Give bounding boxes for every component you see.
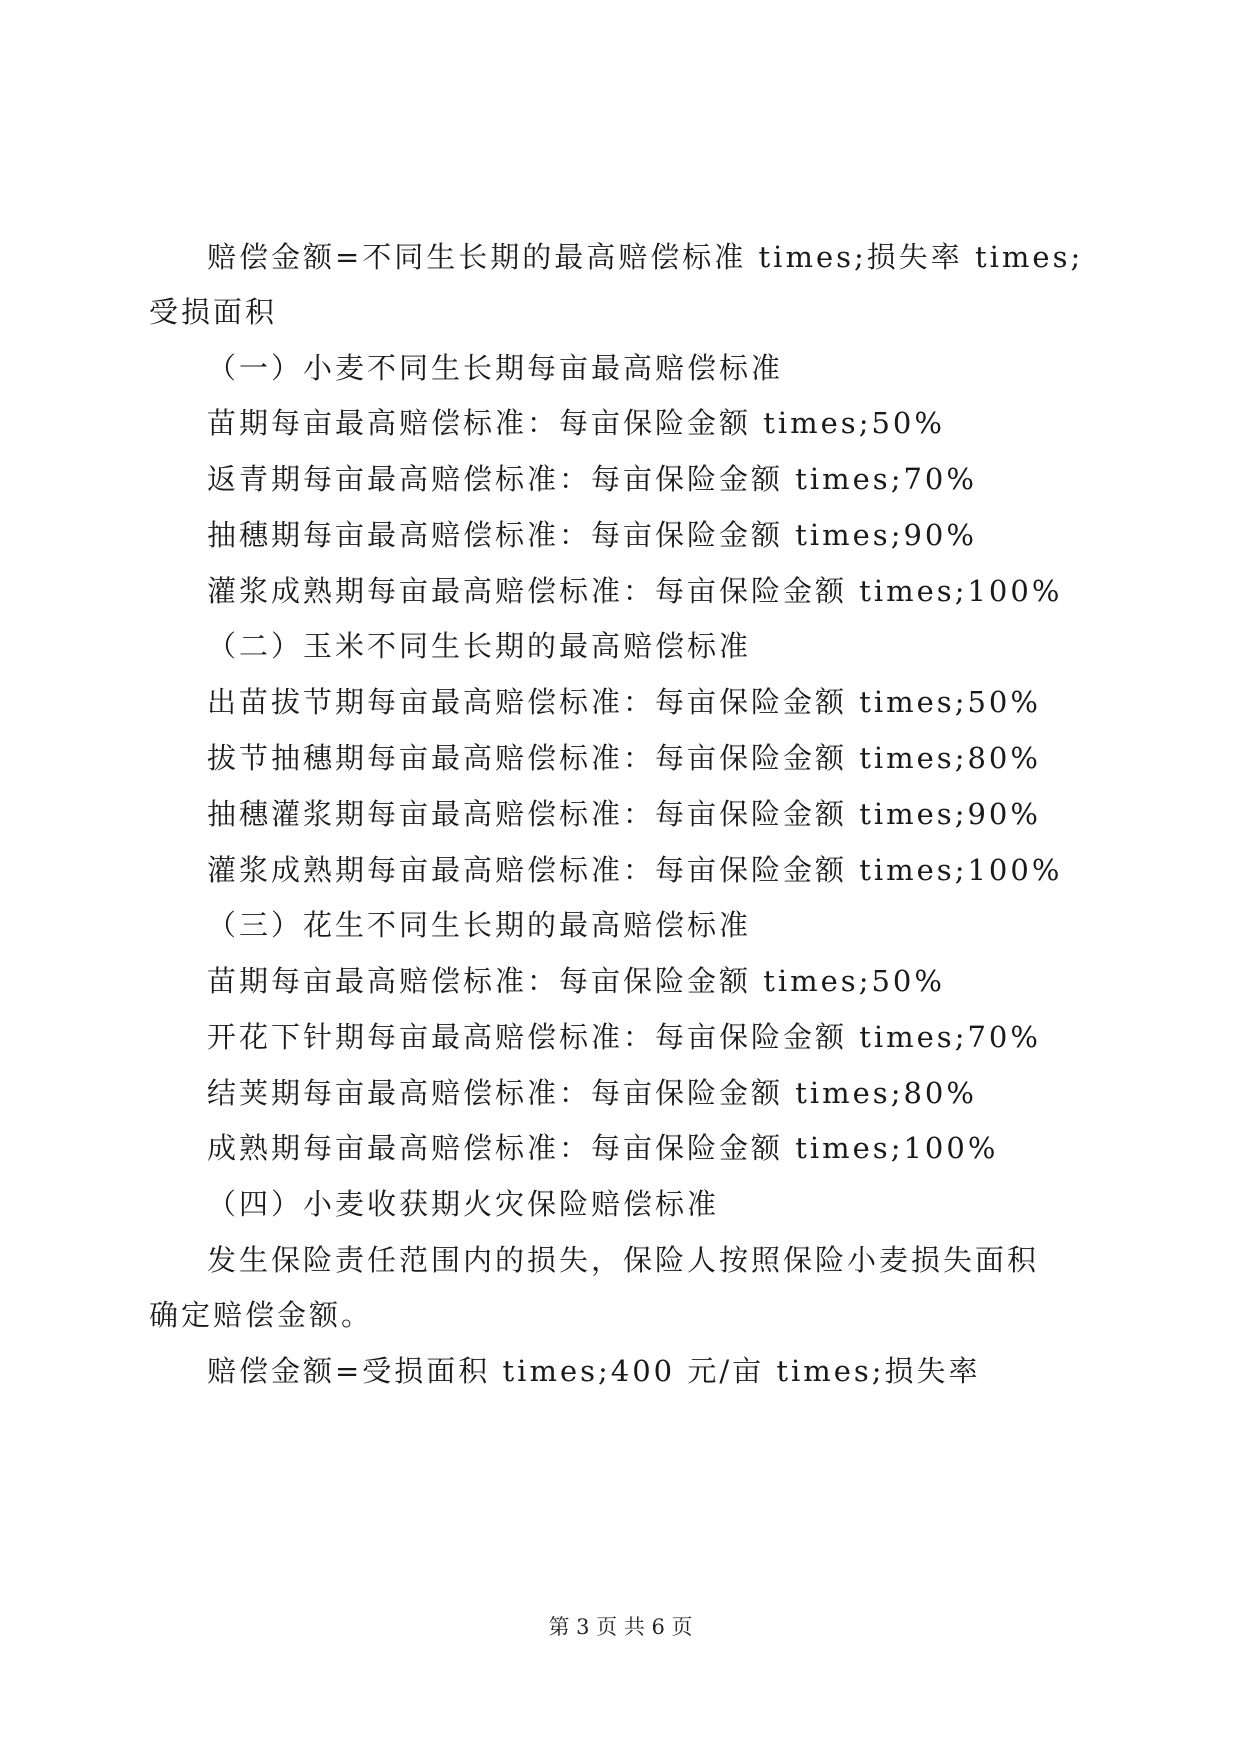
wheat-standard-greening: 返青期每亩最高赔偿标准：每亩保险金额 times;70% xyxy=(207,462,977,496)
wheat-standard-heading: 抽穗期每亩最高赔偿标准：每亩保险金额 times;90% xyxy=(207,518,977,552)
peanut-standard-flowering: 开花下针期每亩最高赔偿标准：每亩保险金额 times;70% xyxy=(207,1020,1041,1054)
wheat-standard-seedling: 苗期每亩最高赔偿标准：每亩保险金额 times;50% xyxy=(207,406,945,440)
fire-formula-line: 赔偿金额=受损面积 times;400 元/亩 times;损失率 xyxy=(207,1354,981,1388)
fire-paragraph-continued: 确定赔偿金额。 xyxy=(149,1298,374,1332)
corn-standard-jointing: 拔节抽穗期每亩最高赔偿标准：每亩保险金额 times;80% xyxy=(207,741,1041,775)
section-heading-corn: （二）玉米不同生长期的最高赔偿标准 xyxy=(207,629,752,663)
fire-paragraph: 发生保险责任范围内的损失，保险人按照保险小麦损失面积 xyxy=(207,1243,1040,1277)
section-heading-wheat: （一）小麦不同生长期每亩最高赔偿标准 xyxy=(207,351,784,385)
peanut-standard-podding: 结荚期每亩最高赔偿标准：每亩保险金额 times;80% xyxy=(207,1076,977,1110)
section-heading-fire: （四）小麦收获期火灾保险赔偿标准 xyxy=(207,1187,720,1221)
peanut-standard-maturity: 成熟期每亩最高赔偿标准：每亩保险金额 times;100% xyxy=(207,1131,999,1165)
section-heading-peanut: （三）花生不同生长期的最高赔偿标准 xyxy=(207,908,752,942)
corn-standard-emergence: 出苗拔节期每亩最高赔偿标准：每亩保险金额 times;50% xyxy=(207,685,1041,719)
formula-line: 赔偿金额=不同生长期的最高赔偿标准 times;损失率 times; xyxy=(207,240,1084,274)
formula-line-continued: 受损面积 xyxy=(149,295,278,329)
wheat-standard-filling: 灌浆成熟期每亩最高赔偿标准：每亩保险金额 times;100% xyxy=(207,574,1063,608)
corn-standard-heading: 抽穗灌浆期每亩最高赔偿标准：每亩保险金额 times;90% xyxy=(207,797,1041,831)
page-number-footer: 第 3 页 共 6 页 xyxy=(548,1615,693,1639)
corn-standard-filling: 灌浆成熟期每亩最高赔偿标准：每亩保险金额 times;100% xyxy=(207,853,1063,887)
peanut-standard-seedling: 苗期每亩最高赔偿标准：每亩保险金额 times;50% xyxy=(207,964,945,998)
